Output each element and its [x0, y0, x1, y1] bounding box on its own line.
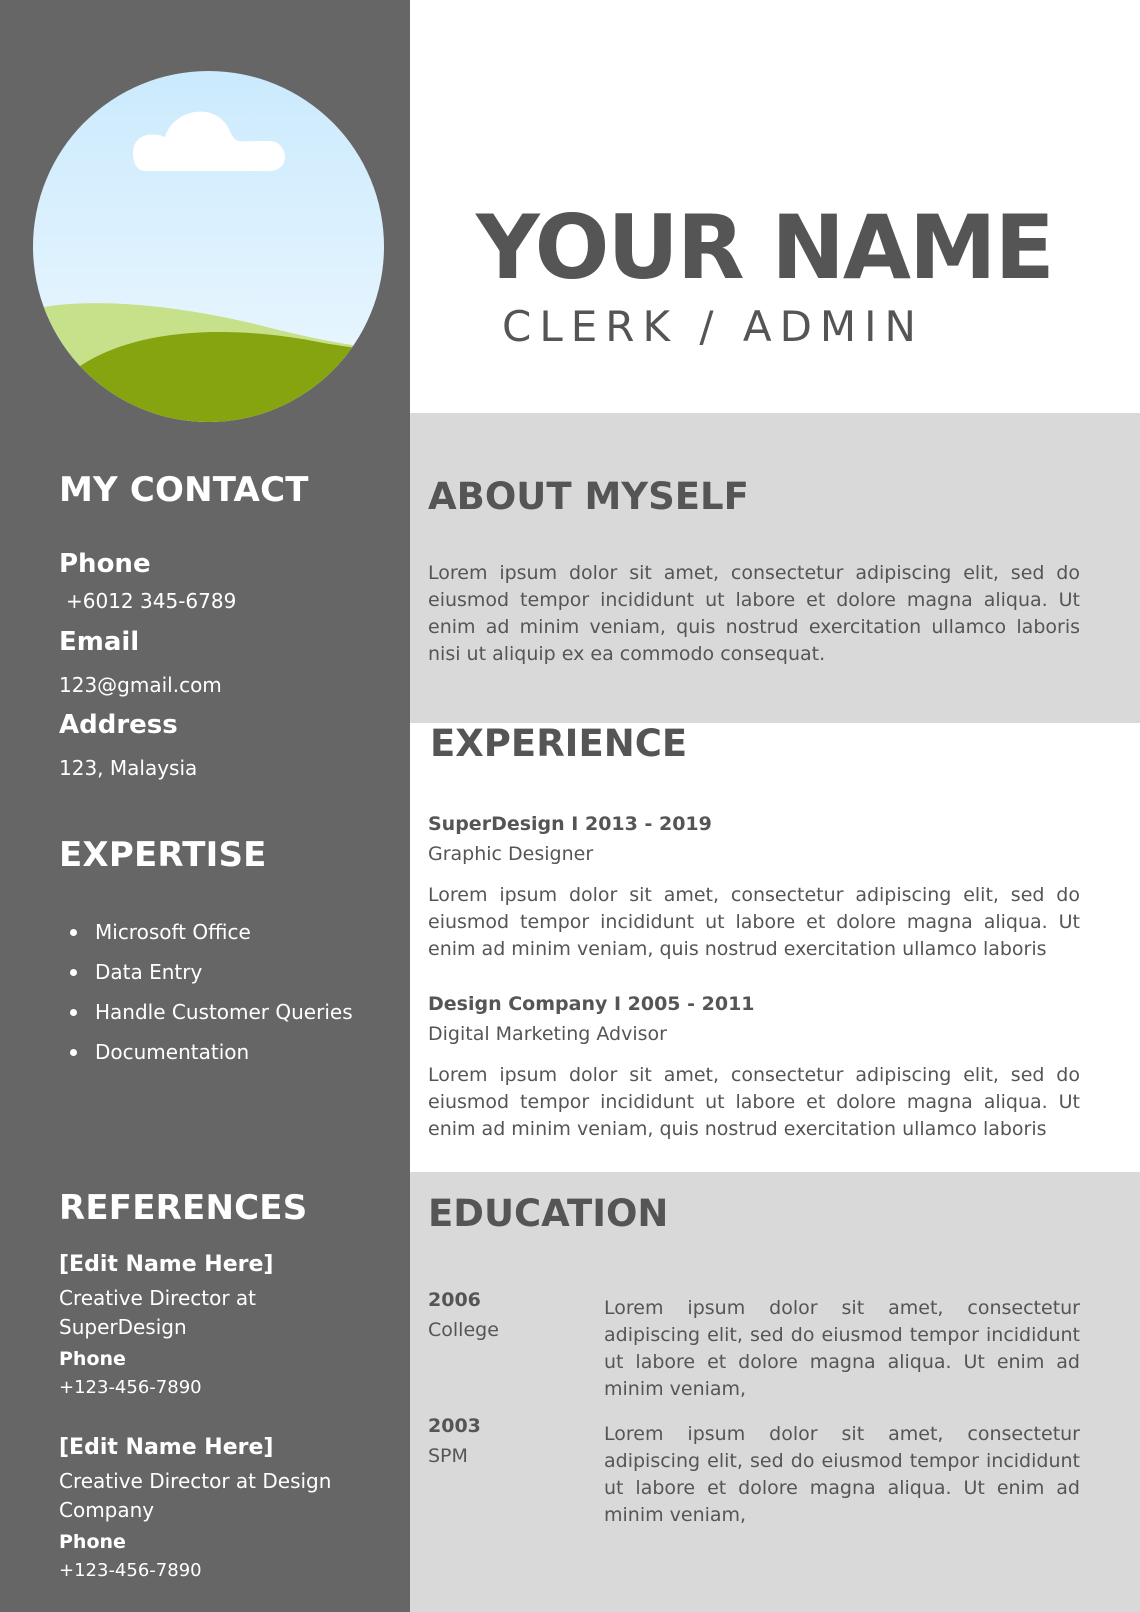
reference-phone-label: Phone — [59, 1348, 126, 1370]
expertise-item: Data Entry — [59, 952, 379, 992]
contact-heading: MY CONTACT — [59, 470, 309, 510]
sidebar — [0, 0, 410, 1612]
email-value: 123@gmail.com — [59, 673, 222, 697]
landscape-placeholder-icon — [33, 71, 384, 422]
job-company-dates: Design Company I 2005 - 2011 — [428, 993, 755, 1015]
job-company-dates: SuperDesign I 2013 - 2019 — [428, 813, 712, 835]
reference-phone-label: Phone — [59, 1531, 126, 1553]
about-text: Lorem ipsum dolor sit amet, consectetur adipiscing elit, sed do eiusmod tempor incididunt ut labore et dolore magna aliqua. Ut enim ad minim veniam, quis nostrud exercitation ullamco laboris nisi ut aliquip ex ea commodo consequat. — [428, 562, 1080, 665]
reference-role: Creative Director at SuperDesign — [59, 1286, 257, 1339]
job-description: Lorem ipsum dolor sit amet, consectetur adipiscing elit, sed do eiusmod tempor incididunt ut labore et dolore magna aliqua. Ut enim ad minim veniam, quis nostrud exercitation ullamco laboris — [428, 884, 1080, 960]
expertise-item: Handle Customer Queries — [59, 992, 379, 1032]
profile-photo-placeholder — [33, 71, 384, 422]
reference-phone: +123-456-7890 — [59, 1377, 202, 1398]
about-heading: ABOUT MYSELF — [428, 475, 749, 518]
phone-value: +6012 345-6789 — [66, 589, 237, 613]
expertise-item: Microsoft Office — [59, 912, 379, 952]
person-name: YOUR NAME — [476, 196, 1053, 299]
reference-name: [Edit Name Here] — [59, 1252, 274, 1277]
reference-name: [Edit Name Here] — [59, 1435, 274, 1460]
job-role-title: CLERK / ADMIN — [502, 302, 924, 351]
expertise-heading: EXPERTISE — [59, 835, 267, 875]
email-label: Email — [59, 627, 140, 657]
education-description: Lorem ipsum dolor sit amet, consectetur adipiscing elit, sed do eiusmod tempor incididunt ut labore et dolore magna aliqua. Ut enim ad minim veniam, — [604, 1297, 1080, 1400]
education-heading: EDUCATION — [428, 1192, 669, 1235]
address-label: Address — [59, 710, 178, 740]
phone-label: Phone — [59, 549, 151, 579]
education-school: College — [428, 1319, 499, 1341]
references-heading: REFERENCES — [59, 1188, 308, 1228]
education-year: 2006 — [428, 1289, 481, 1311]
address-value: 123, Malaysia — [59, 756, 198, 780]
experience-heading: EXPERIENCE — [430, 722, 688, 765]
education-school: SPM — [428, 1445, 468, 1467]
job-position: Digital Marketing Advisor — [428, 1023, 667, 1045]
reference-role: Creative Director at Design Company — [59, 1469, 332, 1522]
reference-phone: +123-456-7890 — [59, 1560, 202, 1581]
expertise-list — [59, 912, 379, 1072]
education-description: Lorem ipsum dolor sit amet, consectetur adipiscing elit, sed do eiusmod tempor incididunt ut labore et dolore magna aliqua. Ut enim ad minim veniam, — [604, 1423, 1080, 1526]
job-position: Graphic Designer — [428, 843, 594, 865]
expertise-item: Documentation — [59, 1032, 379, 1072]
education-year: 2003 — [428, 1415, 481, 1437]
job-description: Lorem ipsum dolor sit amet, consectetur adipiscing elit, sed do eiusmod tempor incididunt ut labore et dolore magna aliqua. Ut enim ad minim veniam, quis nostrud exercitation ullamco laboris — [428, 1064, 1080, 1140]
